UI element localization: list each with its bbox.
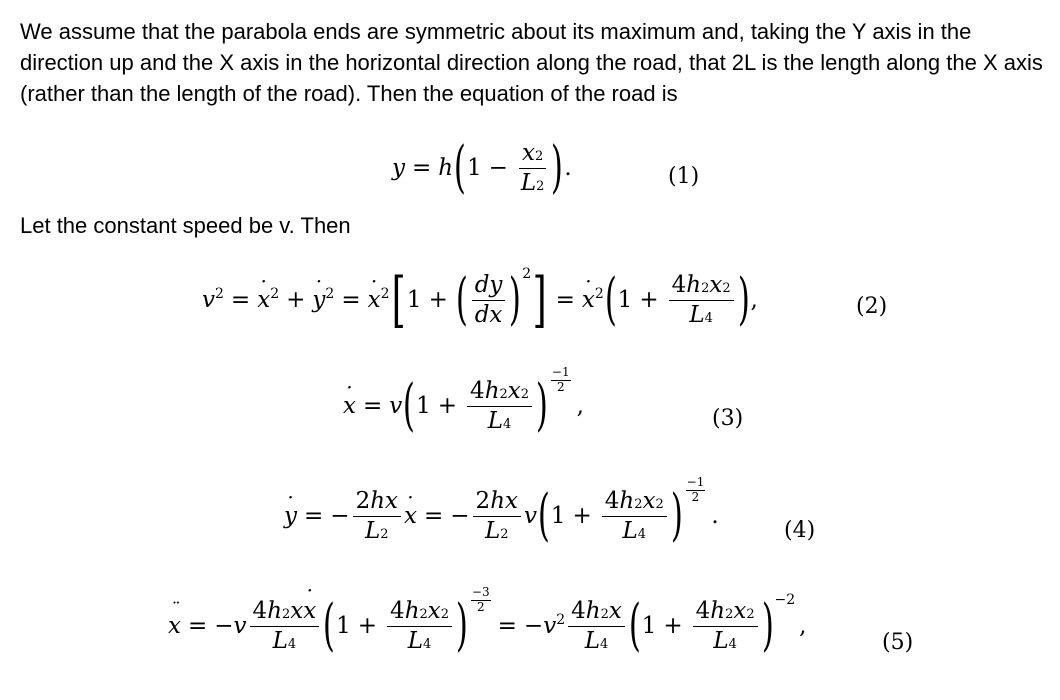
equation-number-3: (3) bbox=[712, 406, 744, 431]
equation-2: v 2 = x · 2 + y · 2 = x · 2 [ 1 + ( $\frac{dy}{dx}$ ) 2 ] = x · 2 ( 1 + $\frac{4h2x2}{L4}$ ) , bbox=[202, 270, 758, 330]
equation-4: y · = − $\frac{2hx}{L2}$ x · = − $\frac{2hx}{L2}$ v ( 1 + $\frac{4h2x2}{L4}$ ) −1 2 . bbox=[284, 488, 719, 544]
equation-number-2: (2) bbox=[856, 294, 888, 319]
equation-number-4: (4) bbox=[784, 518, 816, 543]
intro-paragraph: We assume that the parabola ends are symmetric about its maximum and, taking the Y axis in the direction up and the X axis in the horizontal direction along the road, that 2L is the length along the X axis (rather than the length of the road). Then the equation of the road is bbox=[20, 19, 1043, 106]
speed-paragraph: Let the constant speed be v. Then bbox=[20, 213, 351, 238]
equation-5: x ¨ = − v $\frac{4h2xx \cdot}{L4}$ ( 1 + $\frac{4h2x2}{L4}$ ) $\frac{-3}{2}$ = − v 2 $\frac{4h2x}{L4}$ ( 1 + $\frac{4h2x2}{L4}$ ) −2 , bbox=[168, 598, 806, 654]
equation-number-5: (5) bbox=[882, 630, 914, 655]
equation-3: x · = v ( 1 + $\frac{4h2x2}{L4}$ ) −1 2 , bbox=[343, 378, 584, 434]
equation-1: y = h ( 1 − $\frac{x2}{L2}$ ) . bbox=[392, 135, 572, 200]
equation-number-1: (1) bbox=[668, 164, 700, 189]
